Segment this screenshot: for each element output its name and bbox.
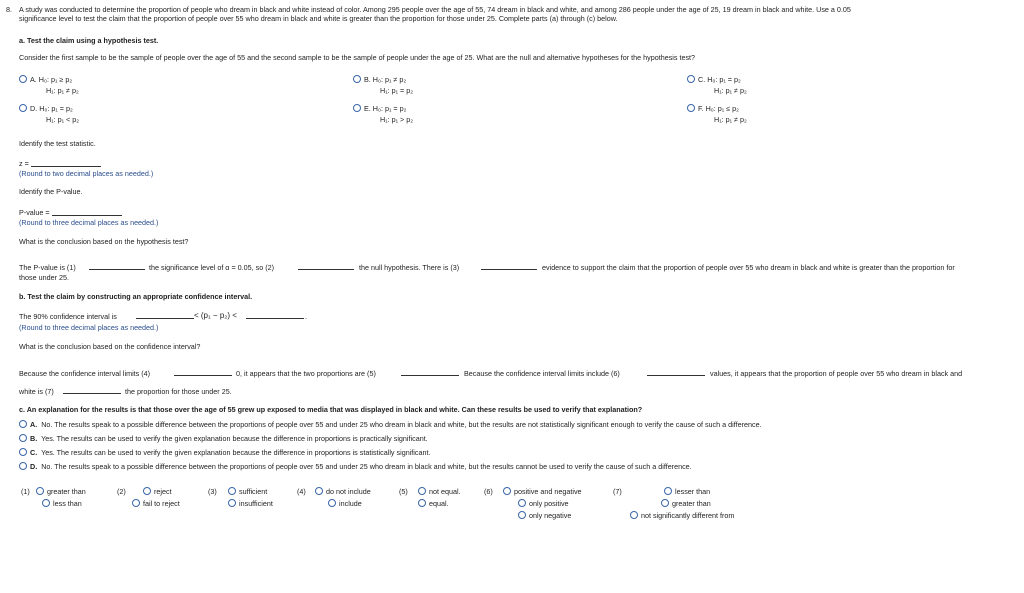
radio-button[interactable] [228, 499, 236, 507]
choice-4-include[interactable] [328, 499, 362, 508]
c-option-d[interactable] [19, 462, 692, 471]
question-stem-line2: significance level to test the claim that the proportion of people over 55 who dream in black and white is greater than the proportion for those under 25. Complete parts (a) through (c) below. [19, 14, 618, 23]
choice-3-sufficient[interactable] [228, 487, 267, 496]
option-text: Yes. The results can be used to verify the given explanation because the difference in proportions is statistically significant. [41, 448, 431, 457]
ci-conclusion-part3: Because the confidence interval limits include (6) [464, 369, 620, 378]
c-option-a[interactable] [19, 420, 762, 429]
choice-text: insufficient [239, 499, 273, 508]
blank-2[interactable] [298, 263, 354, 270]
part-a-instruction: Consider the first sample to be the sample of people over the age of 55 and the second sample to be the sample of people under the age of 25. What are the null and alternative hypotheses for the hypothesis test? [19, 53, 696, 62]
ci-conclusion-part6: the proportion for those under 25. [125, 387, 232, 396]
question-number: 8. [6, 5, 12, 14]
option-letter: C. [30, 448, 38, 457]
choice-7-greater-than[interactable] [661, 499, 711, 508]
choice-text: only positive [529, 499, 569, 508]
choice-1-greater-than[interactable] [36, 487, 86, 496]
blank-7[interactable] [63, 387, 121, 394]
radio-button[interactable] [418, 487, 426, 495]
radio-button[interactable] [630, 511, 638, 519]
radio-button[interactable] [687, 104, 695, 112]
choice-text: sufficient [239, 487, 268, 496]
blank-4[interactable] [174, 369, 232, 376]
option-letter: E. [364, 104, 371, 113]
hyp-option-e[interactable] [353, 104, 406, 113]
choice-text: include [339, 499, 362, 508]
pvalue-label: P-value = [19, 208, 50, 217]
radio-button[interactable] [19, 448, 27, 456]
conclusion-part2: the significance level of α = 0.05, so (2) [149, 263, 275, 272]
radio-button[interactable] [687, 75, 695, 83]
choice-6-positive-and-negative[interactable] [503, 487, 582, 496]
blank-5[interactable] [401, 369, 459, 376]
choice-1-less-than[interactable] [42, 499, 82, 508]
option-text: No. The results speak to a possible difference between the proportions of people over 55 and under 25 who dream in black and white, but the results are not statistically significant enough to verify the cause of such a difference. [41, 420, 762, 429]
radio-button[interactable] [132, 499, 140, 507]
null-hypothesis: H₀: p₁ = p₂ [39, 104, 73, 113]
z-input[interactable] [31, 160, 101, 167]
choice-7-not-significantly-different[interactable] [630, 511, 734, 520]
radio-button[interactable] [19, 75, 27, 83]
radio-button[interactable] [42, 499, 50, 507]
hyp-option-d-alt: H₁: p₁ < p₂ [46, 115, 80, 124]
ci-end: . [305, 312, 307, 321]
radio-button[interactable] [143, 487, 151, 495]
null-hypothesis: H₀: p₁ ≤ p₂ [705, 104, 739, 113]
conclusion-part1: The P-value is (1) [19, 263, 76, 272]
choice-6-only-positive[interactable] [518, 499, 569, 508]
test-stat-prompt: Identify the test statistic. [19, 139, 96, 148]
choice-group-7-label: (7) [613, 487, 622, 496]
ci-conclusion-part2: 0, it appears that the two proportions are (5) [236, 369, 376, 378]
c-option-b[interactable] [19, 434, 428, 443]
choice-text: do not include [326, 487, 371, 496]
part-a-title: a. Test the claim using a hypothesis test. [19, 36, 159, 45]
radio-button[interactable] [19, 462, 27, 470]
hyp-option-c-alt: H₁: p₁ ≠ p₂ [714, 86, 747, 95]
hyp-option-f[interactable] [687, 104, 739, 113]
choice-group-6-label: (6) [484, 487, 493, 496]
choice-text: reject [154, 487, 172, 496]
option-letter: F. [698, 104, 704, 113]
choice-text: greater than [672, 499, 711, 508]
option-letter: C. [698, 75, 706, 84]
hyp-option-d[interactable] [19, 104, 73, 113]
radio-button[interactable] [19, 434, 27, 442]
ci-middle: < (p₁ − p₂) < [194, 311, 237, 320]
hyp-option-a[interactable] [19, 75, 72, 84]
choice-text: not significantly different from [641, 511, 735, 520]
option-text: No. The results speak to a possible difference between the proportions of people over 55 and under 25 who dream in black and white, but the results cannot be used to verify the cause of such a difference. [41, 462, 692, 471]
ci-lower-input[interactable] [136, 312, 194, 319]
option-letter: B. [364, 75, 371, 84]
choice-text: equal. [429, 499, 449, 508]
choice-5-not-equal[interactable] [418, 487, 461, 496]
option-letter: B. [30, 434, 38, 443]
option-letter: D. [30, 462, 38, 471]
option-text: Yes. The results can be used to verify the given explanation because the difference in proportions is practically significant. [41, 434, 428, 443]
pvalue-hint: (Round to three decimal places as needed.) [19, 218, 159, 227]
pvalue-prompt: Identify the P-value. [19, 187, 83, 196]
radio-button[interactable] [418, 499, 426, 507]
part-c-title: c. An explanation for the results is that those over the age of 55 grew up exposed to media that was displayed in black and white. Can these results be used to verify that explanation? [19, 405, 643, 414]
choice-2-fail-to-reject[interactable] [132, 499, 180, 508]
hyp-option-e-alt: H₁: p₁ > p₂ [380, 115, 414, 124]
hyp-option-b[interactable] [353, 75, 406, 84]
ci-conclusion-part5: white is (7) [19, 387, 54, 396]
choice-6-only-negative[interactable] [518, 511, 571, 520]
choice-text: only negative [529, 511, 572, 520]
z-label: z = [19, 159, 29, 168]
hyp-option-b-alt: H₁: p₁ = p₂ [380, 86, 414, 95]
choice-group-1-label: (1) [21, 487, 30, 496]
conclusion-part5: those under 25. [19, 273, 69, 282]
radio-button[interactable] [353, 75, 361, 83]
choice-4-do-not-include[interactable] [315, 487, 371, 496]
radio-button[interactable] [328, 499, 336, 507]
option-letter: A. [30, 75, 37, 84]
radio-button[interactable] [664, 487, 672, 495]
radio-button[interactable] [19, 420, 27, 428]
conclusion-prompt: What is the conclusion based on the hypothesis test? [19, 237, 189, 246]
radio-button[interactable] [503, 487, 511, 495]
null-hypothesis: H₀: p₁ = p₂ [707, 75, 741, 84]
ci-hint: (Round to three decimal places as needed.) [19, 323, 159, 332]
pvalue-row [19, 208, 122, 217]
choice-text: fail to reject [143, 499, 180, 508]
option-letter: A. [30, 420, 38, 429]
ci-conclusion-part1: Because the confidence interval limits (4) [19, 369, 151, 378]
null-hypothesis: H₀: p₁ ≥ p₂ [38, 75, 73, 84]
hyp-option-f-alt: H₁: p₁ ≠ p₂ [714, 115, 747, 124]
choice-group-5-label: (5) [399, 487, 408, 496]
choice-group-4-label: (4) [297, 487, 306, 496]
choice-text: positive and negative [514, 487, 582, 496]
blank-1[interactable] [89, 263, 145, 270]
radio-button[interactable] [661, 499, 669, 507]
part-b-title: b. Test the claim by constructing an appropriate confidence interval. [19, 292, 253, 301]
radio-button[interactable] [36, 487, 44, 495]
ci-conclusion-part4: values, it appears that the proportion of people over 55 who dream in black and [710, 369, 963, 378]
ci-label: The 90% confidence interval is [19, 312, 117, 321]
choice-2-reject[interactable] [143, 487, 172, 496]
null-hypothesis: H₀: p₁ ≠ p₂ [372, 75, 407, 84]
hyp-option-c[interactable] [687, 75, 741, 84]
radio-button[interactable] [353, 104, 361, 112]
question-stem-line1: A study was conducted to determine the proportion of people who dream in black and white instead of color. Among 295 people over the age of 55, 74 dream in black and white, and among 286 people under the age of 25, 19 dream in black and white. Use a 0.05 [19, 5, 851, 14]
z-hint: (Round to two decimal places as needed.) [19, 169, 154, 178]
c-option-c[interactable] [19, 448, 430, 457]
z-row [19, 159, 101, 168]
radio-button[interactable] [518, 511, 526, 519]
radio-button[interactable] [19, 104, 27, 112]
conclusion-part4: evidence to support the claim that the proportion of people over 55 who dream in black and white is greater than the proportion for [542, 263, 955, 272]
choice-3-insufficient[interactable] [228, 499, 273, 508]
blank-6[interactable] [647, 369, 705, 376]
choice-7-lesser-than[interactable] [664, 487, 710, 496]
pvalue-input[interactable] [52, 209, 122, 216]
radio-button[interactable] [315, 487, 323, 495]
blank-3[interactable] [481, 263, 537, 270]
choice-text: less than [53, 499, 82, 508]
choice-group-2-label: (2) [117, 487, 126, 496]
null-hypothesis: H₀: p₁ = p₂ [372, 104, 407, 113]
choice-5-equal[interactable] [418, 499, 449, 508]
radio-button[interactable] [228, 487, 236, 495]
hyp-option-a-alt: H₁: p₁ ≠ p₂ [46, 86, 79, 95]
ci-conclusion-prompt: What is the conclusion based on the confidence interval? [19, 342, 201, 351]
choice-group-3-label: (3) [208, 487, 217, 496]
option-letter: D. [30, 104, 38, 113]
conclusion-part3: the null hypothesis. There is (3) [359, 263, 460, 272]
radio-button[interactable] [518, 499, 526, 507]
ci-upper-input[interactable] [246, 312, 304, 319]
choice-text: lesser than [675, 487, 711, 496]
choice-text: not equal. [429, 487, 461, 496]
choice-text: greater than [47, 487, 86, 496]
